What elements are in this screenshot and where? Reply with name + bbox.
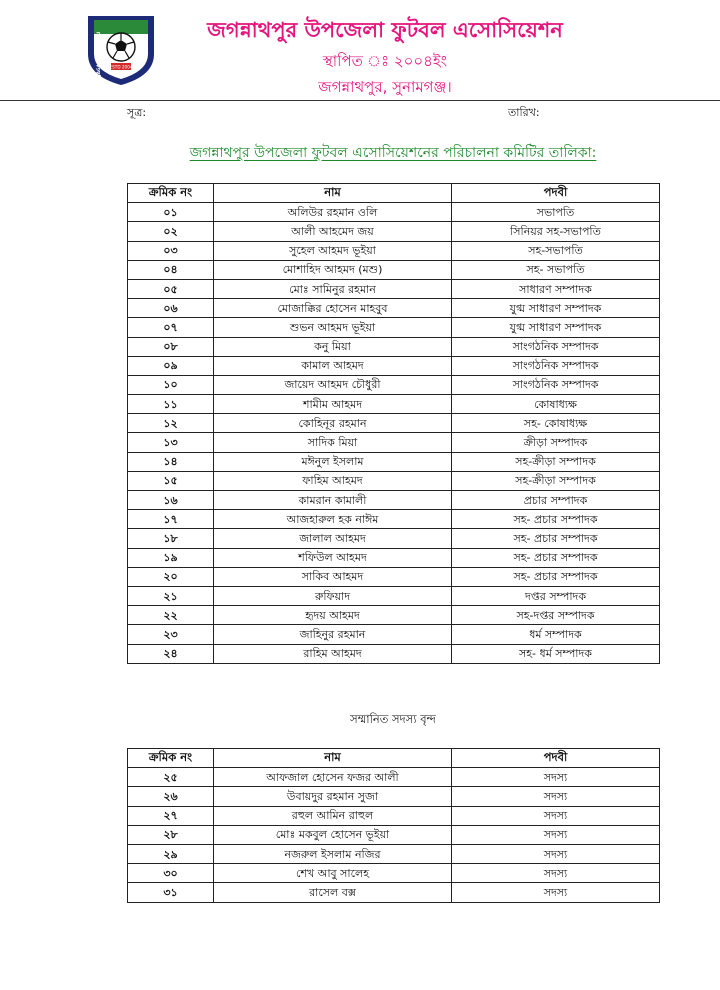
table-row xyxy=(128,318,660,337)
post-cell: সহ- প্রচার সম্পাদক xyxy=(452,510,660,529)
name-cell: মোশাহিদ আহমদ (মশু) xyxy=(214,260,452,279)
name-cell: মোঃ সামিনুর রহমান xyxy=(214,279,452,298)
name-cell: অলিউর রহমান ওলি xyxy=(214,203,452,222)
table-row xyxy=(128,279,660,298)
table-row xyxy=(128,864,660,883)
post-cell: দপ্তর সম্পাদক xyxy=(452,586,660,605)
serial-cell: ১৭ xyxy=(128,510,214,529)
serial-cell: ০২ xyxy=(128,222,214,241)
table-row xyxy=(128,586,660,605)
serial-cell: ১৯ xyxy=(128,548,214,567)
name-cell: শফিউল আহমদ xyxy=(214,548,452,567)
post-cell: সহ- কোষাধ্যক্ষ xyxy=(452,414,660,433)
name-cell: কোহিনূর রহমান xyxy=(214,414,452,433)
serial-cell: ১০ xyxy=(128,375,214,394)
serial-cell: ২৭ xyxy=(128,806,214,825)
serial-cell: ১৩ xyxy=(128,433,214,452)
post-cell: সদস্য xyxy=(452,883,660,902)
table-header-row xyxy=(128,749,660,768)
table-row xyxy=(128,452,660,471)
post-cell: সদস্য xyxy=(452,768,660,787)
table-row xyxy=(128,471,660,490)
serial-cell: ৩১ xyxy=(128,883,214,902)
serial-cell: ৩০ xyxy=(128,864,214,883)
name-header: নাম xyxy=(214,749,452,768)
post-cell: সদস্য xyxy=(452,825,660,844)
name-cell: উবায়দুর রহমান সুজা xyxy=(214,787,452,806)
table-row xyxy=(128,844,660,863)
header-divider xyxy=(0,100,720,101)
serial-header: ক্রমিক নং xyxy=(128,184,214,203)
post-cell: সদস্য xyxy=(452,844,660,863)
name-cell: আজহারুল হক নাঈম xyxy=(214,510,452,529)
serial-cell: ২৯ xyxy=(128,844,214,863)
post-cell: প্রচার সম্পাদক xyxy=(452,491,660,510)
post-cell: ক্রীড়া সম্পাদক xyxy=(452,433,660,452)
serial-cell: ২৪ xyxy=(128,644,214,663)
post-cell: সাংগঠনিক সম্পাদক xyxy=(452,356,660,375)
post-cell: সহ- প্রচার সম্পাদক xyxy=(452,567,660,586)
post-cell: সদস্য xyxy=(452,864,660,883)
reference-label: সূত্র: xyxy=(127,106,147,119)
serial-cell: ১৪ xyxy=(128,452,214,471)
table-row xyxy=(128,260,660,279)
established-line: স্থাপিত ঃ ২০০৪ইং xyxy=(322,52,448,70)
post-cell: সাংগঠনিক সম্পাদক xyxy=(452,375,660,394)
serial-cell: ০৯ xyxy=(128,356,214,375)
name-cell: মঈনুল ইসলাম xyxy=(214,452,452,471)
post-cell: সহ- প্রচার সম্পাদক xyxy=(452,529,660,548)
post-header: পদবী xyxy=(452,184,660,203)
name-cell: রহুল আমিন রাহুল xyxy=(214,806,452,825)
name-cell: হৃদয় আহমদ xyxy=(214,606,452,625)
serial-cell: ১১ xyxy=(128,395,214,414)
serial-cell: ১৬ xyxy=(128,491,214,510)
serial-cell: ২৮ xyxy=(128,825,214,844)
name-cell: সাদিক মিয়া xyxy=(214,433,452,452)
name-cell: শুভন আহমদ ভূইয়া xyxy=(214,318,452,337)
table-row xyxy=(128,548,660,567)
name-cell: মোজাক্কির হোসেন মাহবুব xyxy=(214,299,452,318)
serial-cell: ১৮ xyxy=(128,529,214,548)
table-row xyxy=(128,433,660,452)
name-cell: ফাহিম আহমদ xyxy=(214,471,452,490)
serial-cell: ১৫ xyxy=(128,471,214,490)
table-row xyxy=(128,567,660,586)
serial-cell: ০৫ xyxy=(128,279,214,298)
post-cell: সহ- সভাপতি xyxy=(452,260,660,279)
serial-cell: ১২ xyxy=(128,414,214,433)
post-cell: যুগ্ম সাধারণ সম্পাদক xyxy=(452,318,660,337)
name-cell: রাসেল বক্স xyxy=(214,883,452,902)
committee-table xyxy=(127,183,660,664)
table-row xyxy=(128,644,660,663)
name-cell: কামাল আহমদ xyxy=(214,356,452,375)
post-cell: সহ- ধর্ম সম্পাদক xyxy=(452,644,660,663)
serial-cell: ২৬ xyxy=(128,787,214,806)
committee-list-title-text: জগন্নাথপুর উপজেলা ফুটবল এসোসিয়েশনের পরিচালনা কমিটির তালিকা: xyxy=(189,145,597,161)
address-line: জগন্নাথপুর, সুনামগঞ্জ। xyxy=(318,78,452,96)
post-cell: সহ-ক্রীড়া সম্পাদক xyxy=(452,471,660,490)
table-row xyxy=(128,375,660,394)
name-cell: শামীম আহমদ xyxy=(214,395,452,414)
table-row xyxy=(128,222,660,241)
post-header: পদবী xyxy=(452,749,660,768)
post-cell: সহ-দপ্তর সম্পাদক xyxy=(452,606,660,625)
date-label: তারিখ: xyxy=(508,106,540,119)
table-row xyxy=(128,510,660,529)
name-cell: শেখ আবু সালেহ xyxy=(214,864,452,883)
serial-cell: ২৩ xyxy=(128,625,214,644)
association-title: জগন্নাথপুর উপজেলা ফুটবল এসোসিয়েশন xyxy=(207,18,563,42)
serial-cell: ০৪ xyxy=(128,260,214,279)
honorary-members-title: সম্মানিত সদস্য বৃন্দ xyxy=(350,712,436,726)
name-cell: মোঃ মকবুল হোসেন ভূইয়া xyxy=(214,825,452,844)
serial-cell: ০৭ xyxy=(128,318,214,337)
logo-text: JAGANNATHPUR U xyxy=(97,31,102,76)
table-row xyxy=(128,491,660,510)
post-cell: ধর্ম সম্পাদক xyxy=(452,625,660,644)
serial-cell: ০৩ xyxy=(128,241,214,260)
table-row xyxy=(128,337,660,356)
post-cell: সভাপতি xyxy=(452,203,660,222)
name-cell: সুহেল আহমদ ভূইয়া xyxy=(214,241,452,260)
name-cell: আলী আহমেদ জয় xyxy=(214,222,452,241)
post-cell: সদস্য xyxy=(452,806,660,825)
serial-cell: ২০ xyxy=(128,567,214,586)
serial-header: ক্রমিক নং xyxy=(128,749,214,768)
post-cell: কোষাধ্যক্ষ xyxy=(452,395,660,414)
name-cell: রুফিয়াদ xyxy=(214,586,452,605)
table-row xyxy=(128,395,660,414)
table-row xyxy=(128,606,660,625)
serial-cell: ০৬ xyxy=(128,299,214,318)
post-cell: সহ- প্রচার সম্পাদক xyxy=(452,548,660,567)
name-cell: জাহিনুর রহমান xyxy=(214,625,452,644)
post-cell: সদস্য xyxy=(452,787,660,806)
serial-cell: ২২ xyxy=(128,606,214,625)
table-row xyxy=(128,356,660,375)
committee-list-title xyxy=(128,141,658,165)
table-row xyxy=(128,203,660,222)
table-row xyxy=(128,787,660,806)
name-cell: জায়েদ আহমদ চৌধুরী xyxy=(214,375,452,394)
honorary-members-table xyxy=(127,748,660,903)
name-cell: আফজাল হোসেন ফজর আলী xyxy=(214,768,452,787)
name-cell: নজরুল ইসলাম নজির xyxy=(214,844,452,863)
name-cell: কনু মিয়া xyxy=(214,337,452,356)
name-cell: কামরান কামালী xyxy=(214,491,452,510)
post-cell: যুগ্ম সাধারণ সম্পাদক xyxy=(452,299,660,318)
table-row xyxy=(128,529,660,548)
name-header: নাম xyxy=(214,184,452,203)
post-cell: সিনিয়র সহ-সভাপতি xyxy=(452,222,660,241)
name-cell: জালাল আহমদ xyxy=(214,529,452,548)
serial-cell: ০৮ xyxy=(128,337,214,356)
association-logo xyxy=(86,14,156,86)
table-row xyxy=(128,883,660,902)
table-row xyxy=(128,625,660,644)
name-cell: সাকিব আহমদ xyxy=(214,567,452,586)
table-row xyxy=(128,768,660,787)
serial-cell: ২৫ xyxy=(128,768,214,787)
table-row xyxy=(128,241,660,260)
post-cell: সাধারণ সম্পাদক xyxy=(452,279,660,298)
logo-year: ESTD 2004 xyxy=(109,64,133,70)
post-cell: সহ-ক্রীড়া সম্পাদক xyxy=(452,452,660,471)
post-cell: সাংগঠনিক সম্পাদক xyxy=(452,337,660,356)
table-row xyxy=(128,825,660,844)
serial-cell: ০১ xyxy=(128,203,214,222)
serial-cell: ২১ xyxy=(128,586,214,605)
table-row xyxy=(128,806,660,825)
post-cell: সহ-সভাপতি xyxy=(452,241,660,260)
table-row xyxy=(128,414,660,433)
table-header-row xyxy=(128,184,660,203)
name-cell: রাহিম আহমদ xyxy=(214,644,452,663)
table-row xyxy=(128,299,660,318)
